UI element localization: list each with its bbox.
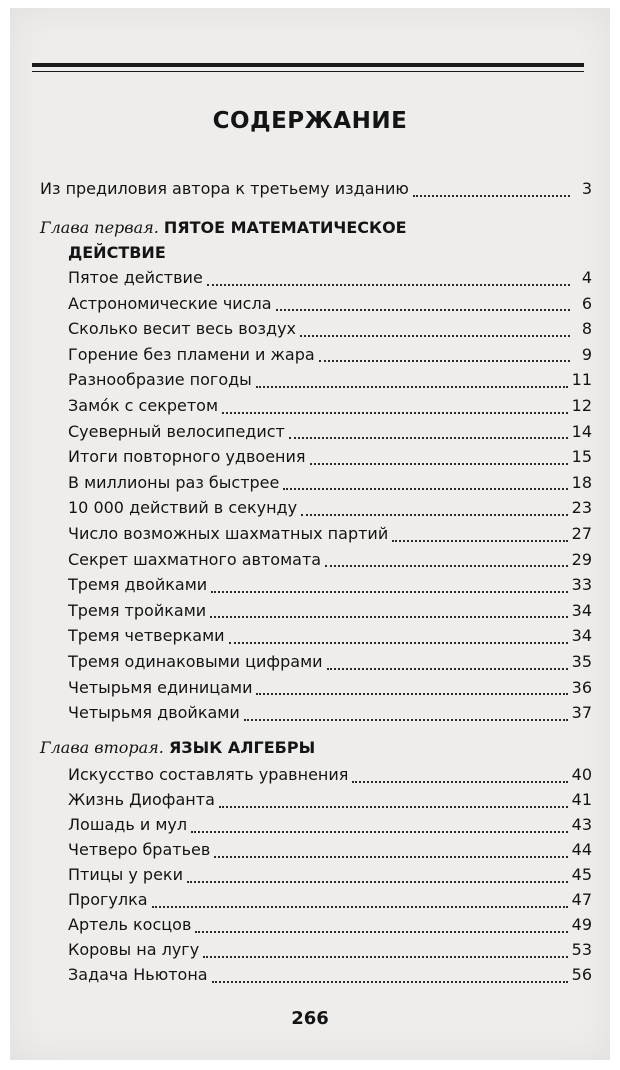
leader-dots [212, 980, 568, 983]
toc-entry-page: 34 [571, 626, 592, 646]
toc-entry-label: Тремя четверками [68, 626, 225, 646]
toc-entry [68, 764, 592, 786]
toc-entry-page: 49 [571, 915, 592, 934]
toc-entry [68, 549, 592, 571]
toc-entry-page: 6 [581, 293, 592, 313]
toc-entry [68, 789, 592, 811]
toc-entry-label: Четверо братьев [68, 840, 211, 859]
toc-entry [68, 318, 592, 340]
toc-entry [68, 625, 592, 647]
toc-entry-page: 27 [571, 524, 592, 543]
toc-entry-label: 10 000 действий в секунду [68, 498, 298, 518]
leader-dots [319, 359, 570, 362]
toc-entry [68, 702, 592, 724]
leader-dots [219, 805, 568, 808]
toc-entry-page: 12 [571, 396, 592, 415]
toc-entry [68, 939, 592, 961]
toc-entry-label: Жизнь Диофанта [68, 790, 215, 809]
leader-dots [327, 667, 568, 670]
toc-entry-page: 53 [571, 940, 592, 959]
leader-dots [413, 194, 570, 197]
toc-entry-page: 18 [571, 472, 592, 492]
toc-entry [68, 344, 592, 366]
toc-entry [68, 600, 592, 622]
toc-entry [68, 889, 592, 911]
chapter-1-heading [40, 216, 407, 240]
leader-dots [152, 905, 568, 908]
chapter-1-title-line2: ДЕЙСТВИЕ [68, 243, 166, 262]
toc-entry-page: 37 [571, 703, 592, 723]
chapter-2-heading [40, 736, 315, 760]
toc-entry [68, 839, 592, 861]
toc-entry-label: Разнообразие погоды [68, 370, 252, 390]
leader-dots [301, 513, 568, 516]
chapter-1-title-line1: ПЯТОЕ МАТЕМАТИЧЕСКОЕ [163, 218, 407, 237]
leader-dots [222, 411, 568, 414]
toc-entry-label: Артель косцов [68, 915, 192, 934]
toc-entry-page: 44 [571, 840, 592, 859]
leader-dots [256, 692, 567, 695]
toc-entry-label: В миллионы раз быстрее [68, 472, 280, 492]
leader-dots [191, 830, 568, 833]
page-number: 266 [291, 1008, 329, 1029]
toc-entry-page: 45 [571, 865, 592, 884]
toc-entry-label: Птицы у реки [68, 865, 183, 884]
chapter-2-prefix: Глава вторая. [40, 738, 164, 757]
toc-entry-page: 36 [571, 677, 592, 697]
toc-entry-label: Тремя одинаковыми цифрами [68, 652, 323, 671]
toc-entry [68, 421, 592, 443]
leader-dots [211, 590, 567, 593]
toc-entry-label: Четырьмя единицами [68, 677, 253, 697]
toc-entry-page: 4 [581, 268, 592, 287]
toc-entry [68, 964, 592, 986]
toc-entry-page: 8 [581, 319, 592, 339]
leader-dots [352, 780, 567, 783]
toc-entry [68, 814, 592, 836]
toc-entry-page: 15 [571, 447, 592, 467]
toc-entry-page: 3 [581, 179, 592, 198]
leader-dots [214, 855, 567, 858]
leader-dots [276, 308, 571, 311]
toc-entry [68, 446, 592, 468]
toc-entry-label: Итоги повторного удвоения [68, 447, 306, 467]
leader-dots [244, 718, 568, 721]
toc-entry-preface [40, 178, 592, 200]
leader-dots [392, 539, 567, 542]
page-title: СОДЕРЖАНИЕ [212, 108, 408, 134]
toc-entry-page: 33 [571, 575, 592, 595]
toc-entry [68, 677, 592, 699]
leader-dots [203, 955, 567, 958]
toc-entry-page: 35 [571, 652, 592, 671]
toc-entry-page: 29 [571, 549, 592, 569]
leader-dots [210, 615, 567, 618]
toc-entry-label: Из предиловия автора к третьему изданию [40, 179, 409, 198]
toc-entry-label: Искусство составлять уравнения [68, 765, 349, 784]
toc-entry [68, 395, 592, 417]
leader-dots [187, 880, 568, 883]
toc-entry-label: Лошадь и мул [68, 815, 188, 834]
toc-entry-page: 56 [571, 965, 592, 984]
toc-entry-page: 9 [581, 344, 592, 364]
chapter-2-title-line1: ЯЗЫК АЛГЕБРЫ [168, 738, 316, 757]
toc-entry [68, 497, 592, 519]
toc-entry-label: Секрет шахматного автомата [68, 549, 322, 569]
leader-dots [283, 487, 567, 490]
toc-entry-label: Сколько весит весь воздух [68, 319, 297, 339]
toc-entry-label: Тремя тройками [68, 600, 207, 620]
toc-entry-page: 47 [571, 890, 592, 909]
toc-entry-label: Астрономические числа [68, 293, 272, 313]
chapter-1-heading-cont [68, 241, 166, 265]
toc-entry-page: 14 [571, 421, 592, 441]
leader-dots [256, 385, 568, 388]
toc-entry-page: 23 [571, 498, 592, 518]
toc-entry-label: Горение без пламени и жара [68, 344, 315, 364]
toc-entry-label: Пятое действие [68, 268, 203, 287]
toc-entry [68, 574, 592, 596]
toc-entry-label: Коровы на лугу [68, 940, 200, 959]
leader-dots [229, 641, 568, 644]
toc-entry-page: 11 [571, 370, 592, 390]
leader-dots [300, 334, 570, 337]
toc-entry-label: Суеверный велосипедист [68, 421, 285, 441]
chapter-1-prefix: Глава первая. [40, 218, 159, 237]
toc-entry-page: 43 [571, 815, 592, 834]
leader-dots [325, 564, 568, 567]
toc-entry-page: 34 [571, 600, 592, 620]
toc-entry-label: Число возможных шахматных партий [68, 524, 389, 543]
toc-entry-page: 40 [571, 765, 592, 784]
leader-dots [195, 930, 567, 933]
toc-entry [68, 864, 592, 886]
toc-entry [68, 472, 592, 494]
toc-entry [68, 267, 592, 289]
leader-dots [310, 462, 568, 465]
toc-entry [68, 523, 592, 545]
toc-entry [68, 651, 592, 673]
toc-entry-label: Четырьмя двойками [68, 703, 240, 723]
toc-entry-label: Замо́к с секретом [68, 396, 219, 415]
toc-entry [68, 293, 592, 315]
toc-entry-label: Тремя двойками [68, 575, 208, 595]
toc-entry [68, 369, 592, 391]
toc-entry-label: Прогулка [68, 890, 148, 909]
leader-dots [289, 436, 568, 439]
toc-entry-page: 41 [571, 790, 592, 809]
leader-dots [207, 283, 570, 286]
toc-entry-label: Задача Ньютона [68, 965, 208, 984]
toc-entry [68, 914, 592, 936]
